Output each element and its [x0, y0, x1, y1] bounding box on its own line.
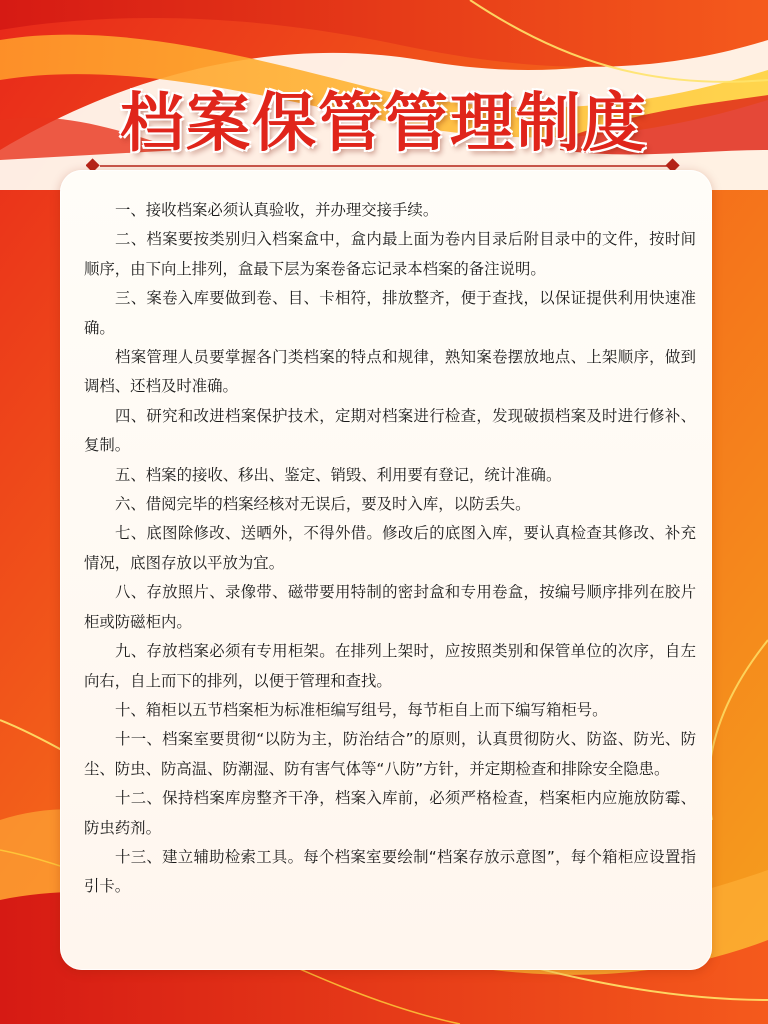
page-title: 档案保管管理制度 — [120, 87, 648, 161]
paragraph-10: 十、箱柜以五节档案柜为标准柜编写组号，每节柜自上而下编写箱柜号。 — [115, 700, 608, 719]
paragraph-8: 八、存放照片、录像带、磁带要用特制的密封盒和专用卷盒，按编号顺序排列在胶片柜或防磁柜内。 — [84, 583, 696, 631]
paragraph-9: 九、存放档案必须有专用柜架。在排列上架时，应按照类别和保管单位的次序，自左向右，自上而下的排列，以便于管理和查找。 — [84, 642, 696, 690]
paragraph-13: 十三、建立辅助检索工具。每个档案室要绘制“档案存放示意图”，每个箱柜应设置指引卡。 — [84, 847, 696, 896]
paragraph-12: 十二、保持档案库房整齐干净，档案入库前，必须严格检查，档案柜内应施放防霉、防虫药剂。 — [84, 789, 696, 837]
paragraph-3-continued: 档案管理人员要掌握各门类档案的特点和规律，熟知案卷摆放地点、上架顺序，做到调档、还档及时准确。 — [84, 348, 696, 396]
paragraph-6: 六、借阅完毕的档案经核对无误后，要及时入库，以防丢失。 — [115, 495, 531, 514]
paragraph-2: 二、档案要按类别归入档案盒中，盒内最上面为卷内目录后附目录中的文件，按时间顺序，由下向上排列，盒最下层为案卷备忘记录本档案的备注说明。 — [84, 230, 696, 278]
paragraph-4: 四、研究和改进档案保护技术，定期对档案进行检查，发现破损档案及时进行修补、复制。 — [84, 406, 696, 455]
paragraph-3: 三、案卷入库要做到卷、目、卡相符，排放整齐，便于查找，以保证提供利用快速准确。 — [84, 289, 696, 337]
paragraph-5: 五、档案的接收、移出、鉴定、销毁、利用要有登记，统计准确。 — [115, 465, 562, 484]
paragraph-7: 七、底图除修改、送晒外，不得外借。修改后的底图入库，要认真检查其修改、补充情况，底图存放以平放为宜。 — [84, 524, 696, 572]
regulation-text — [84, 196, 696, 902]
paragraph-1: 一、接收档案必须认真验收，并办理交接手续。 — [115, 201, 439, 219]
paragraph-11: 十一、档案室要贯彻“以防为主，防治结合”的原则，认真贯彻防火、防盗、防光、防尘、防虫、防高温、防潮湿、防有害气体等“八防”方针，并定期检查和排除安全隐患。 — [84, 730, 696, 778]
